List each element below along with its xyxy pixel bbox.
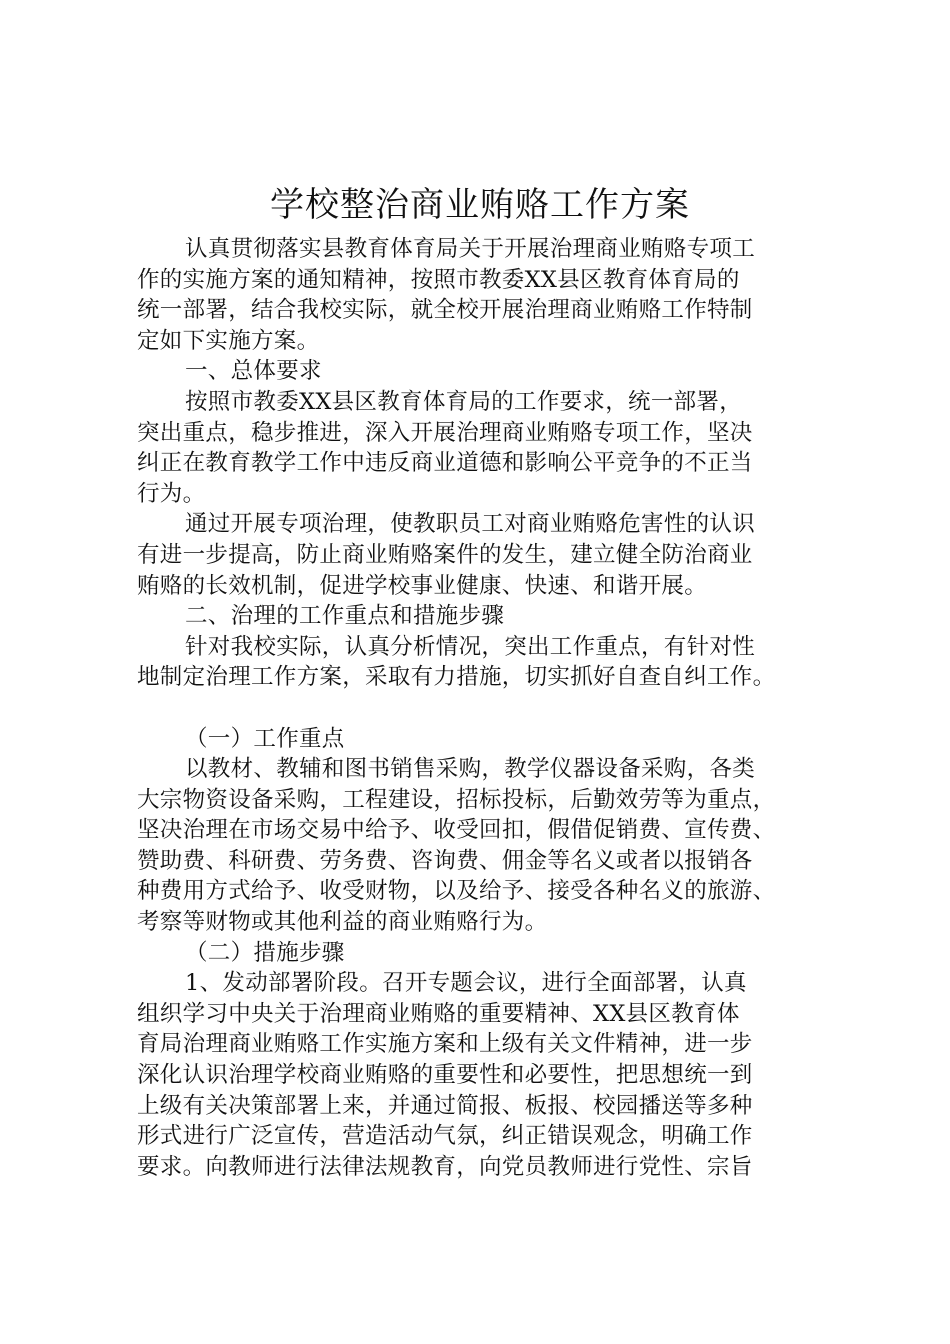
paragraph-line: 作的实施方案的通知精神，按照市教委XX县区教育体育局的 (137, 266, 740, 293)
paragraph-line: 有进一步提高，防止商业贿赂案件的发生，建立健全防治商业 (137, 541, 753, 568)
section-heading: 一、总体要求 (185, 358, 322, 385)
paragraph-line: 行为。 (137, 480, 206, 507)
paragraph-line: 按照市教委XX县区教育体育局的工作要求，统一部署， (185, 388, 743, 415)
paragraph-line: 通过开展专项治理，使教职员工对商业贿赂危害性的认识 (185, 511, 756, 538)
paragraph-line: 要求。向教师进行法律法规教育，向党员教师进行党性、宗旨 (137, 1153, 753, 1180)
paragraph-line: 大宗物资设备采购，工程建设，招标投标，后勤效劳等为重点， (137, 786, 776, 813)
paragraph-line: 坚决治理在市场交易中给予、收受回扣，假借促销费、宣传费、 (137, 817, 776, 844)
paragraph-line: 组织学习中央关于治理商业贿赂的重要精神、XX县区教育体 (137, 1000, 740, 1027)
paragraph-line: 以教材、教辅和图书销售采购，教学仪器设备采购，各类 (185, 756, 756, 783)
paragraph-line: 贿赂的长效机制，促进学校事业健康、快速、和谐开展。 (137, 572, 708, 599)
section-heading: 二、治理的工作重点和措施步骤 (185, 603, 505, 630)
paragraph-line: 1、发动部署阶段。召开专题会议，进行全面部署，认真 (185, 970, 747, 997)
paragraph-line: 赞助费、科研费、劳务费、咨询费、佣金等名义或者以报销各 (137, 847, 753, 874)
paragraph-line: 育局治理商业贿赂工作实施方案和上级有关文件精神，进一步 (137, 1031, 753, 1058)
document-title: 学校整治商业贿赂工作方案 (270, 185, 690, 225)
paragraph-line: 考察等财物或其他利益的商业贿赂行为。 (137, 909, 548, 936)
paragraph-line: 地制定治理工作方案，采取有力措施，切实抓好自查自纠工作。 (137, 664, 776, 691)
paragraph-line: 定如下实施方案。 (137, 327, 320, 354)
blank-line (137, 693, 837, 724)
paragraph-line: 针对我校实际，认真分析情况，突出工作重点，有针对性 (185, 633, 756, 660)
paragraph-line: 认真贯彻落实县教育体育局关于开展治理商业贿赂专项工 (185, 236, 756, 262)
paragraph-line: 统一部署，结合我校实际，就全校开展治理商业贿赂工作特制 (137, 297, 753, 324)
subsection-heading: （二）措施步骤 (185, 939, 345, 966)
subsection-heading: （一）工作重点 (185, 725, 345, 752)
paragraph-line: 突出重点，稳步推进，深入开展治理商业贿赂专项工作，坚决 (137, 419, 753, 446)
paragraph-line: 形式进行广泛宣传，营造活动气氛，纠正错误观念，明确工作 (137, 1123, 753, 1150)
paragraph-line: 深化认识治理学校商业贿赂的重要性和必要性，把思想统一到 (137, 1062, 753, 1089)
paragraph-line: 上级有关决策部署上来，并通过简报、板报、校园播送等多种 (137, 1092, 753, 1119)
document-body (137, 234, 837, 1182)
paragraph-line: 种费用方式给予、收受财物，以及给予、接受各种名义的旅游、 (137, 878, 776, 905)
paragraph-line: 纠正在教育教学工作中违反商业道德和影响公平竞争的不正当 (137, 450, 753, 477)
